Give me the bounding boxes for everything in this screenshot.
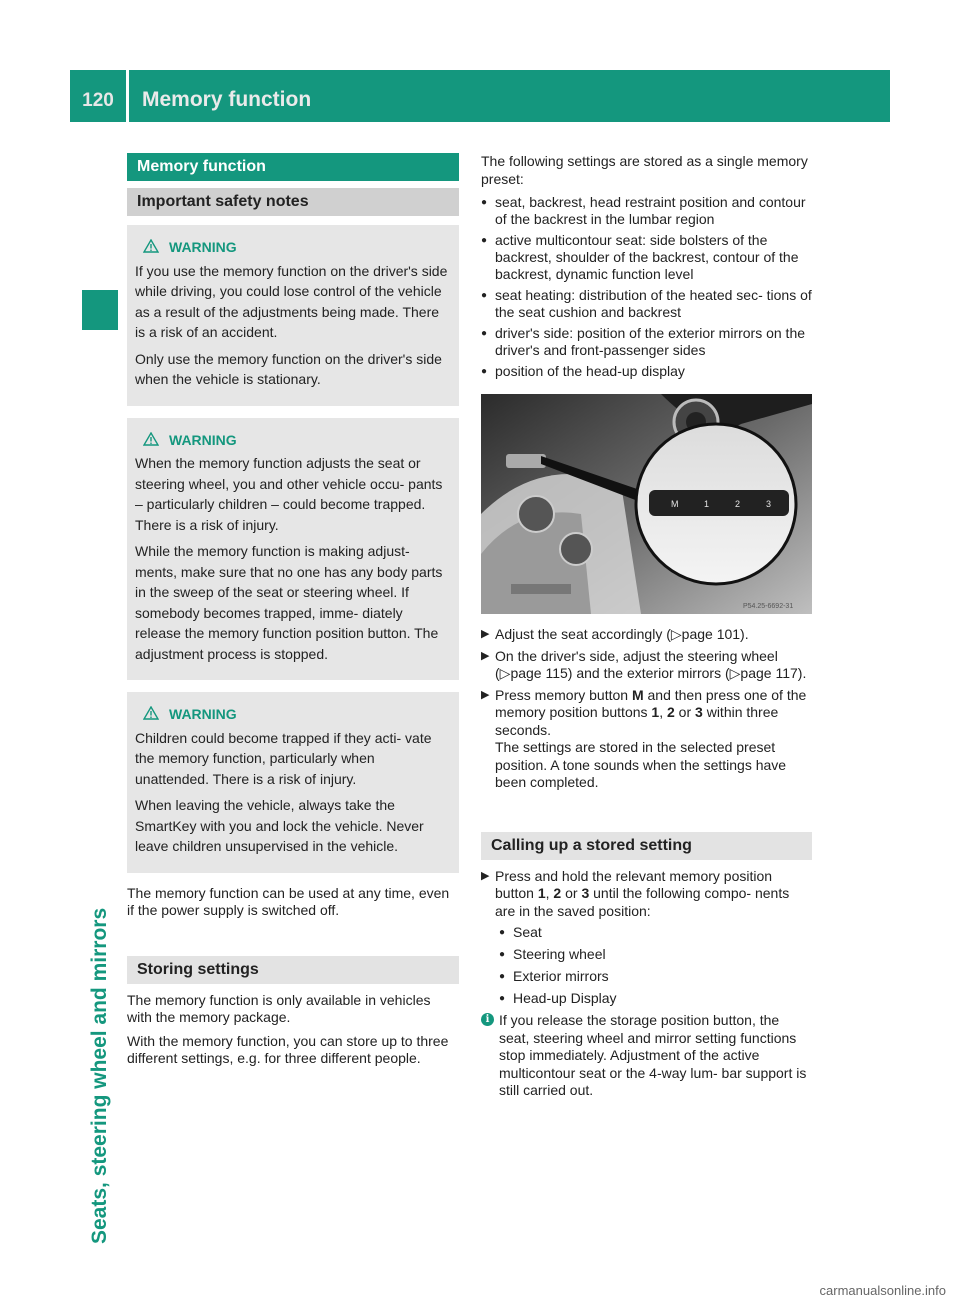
warning-box-3	[127, 692, 459, 873]
list-item: ● driver's side: position of the exterior mirrors on the driver's and front-passenger sides	[481, 325, 812, 359]
step-arrow-icon: ▶	[481, 688, 490, 701]
warning-heading	[143, 430, 451, 451]
warning-label: WARNING	[169, 706, 237, 722]
list-item: ● seat, backrest, head restraint position and contour of the backrest in the lumbar region	[481, 194, 812, 228]
info-text: If you release the storage position button, the seat, steering wheel and mirror setting functions stop immediately. Adjustment of the active multicontour seat or the 4-way lum- bar support is still carried out.	[499, 1012, 807, 1098]
memory-button-2: 2	[735, 499, 741, 509]
storing-settings-title: Storing settings	[127, 956, 459, 984]
page-header	[70, 70, 890, 122]
list-item: ● seat heating: distribution of the heated sec- tions of the seat cushion and backrest	[481, 287, 812, 321]
warning-triangle-icon	[143, 239, 159, 253]
ref-symbol-icon: ▷	[729, 665, 741, 681]
memory-button-m: M	[671, 499, 679, 509]
ref-symbol-icon: ▷	[670, 626, 682, 642]
page-number: 120	[82, 90, 114, 111]
warning-box-1	[127, 225, 459, 406]
subsection-title: Important safety notes	[127, 188, 459, 216]
warning-text: Only use the memory function on the driver's side when the vehicle is stationary.	[135, 350, 442, 387]
warning-label: WARNING	[169, 239, 237, 255]
ref-symbol-icon: ▷	[499, 665, 511, 681]
door-panel-illustration	[481, 394, 812, 614]
chapter-sidebar	[68, 290, 124, 1250]
warning-heading	[143, 237, 451, 258]
step-2: ▶ On the driver's side, adjust the steering wheel (▷page 115) and the exterior mirrors (▷page 117).	[481, 647, 807, 681]
list-item: ● active multicontour seat: side bolsters of the backrest, shoulder of the backrest, contour of the backrest, dynamic function level	[481, 232, 812, 283]
step-arrow-icon: ▶	[481, 628, 490, 640]
memory-button-1: 1	[704, 499, 710, 509]
step-1: ▶ Adjust the seat accordingly (▷page 101).	[481, 626, 749, 642]
right-column	[481, 153, 812, 1100]
calling-step: ▶ Press and hold the relevant memory position button 1, 2 or 3 until the following compo- nents are in the saved position:	[481, 867, 790, 919]
section-title: Memory function	[127, 153, 459, 181]
info-icon: i	[481, 1013, 494, 1026]
left-column	[127, 153, 459, 1068]
header-divider	[126, 70, 129, 122]
list-item: ● Head-up Display	[499, 990, 812, 1007]
warning-text: While the memory function is making adjust- ments, make sure that no one has any body parts in the sweep of the seat or steering wheel. If somebody becomes trapped, imme- diately release the memory function position button. The adjustment process is stopped.	[135, 543, 443, 662]
body-text: With the memory function, you can store up to three different settings, e.g. for three different people.	[127, 1032, 449, 1066]
stored-settings-list	[481, 194, 812, 380]
list-item: ● Steering wheel	[499, 946, 812, 963]
chapter-label: Seats, steering wheel and mirrors	[88, 907, 111, 1244]
warning-text: When the memory function adjusts the seat or steering wheel, you and other vehicle occu- pants – particularly children – could become trapped. There is a risk of injury.	[135, 455, 443, 533]
watermark: carmanualsonline.info	[819, 1283, 946, 1298]
warning-text: If you use the memory function on the driver's side while driving, you could lose control of the vehicle as a result of the adjustments being made. There is a risk of an accident.	[135, 262, 448, 340]
list-item: ● Seat	[499, 924, 812, 941]
info-note	[481, 1012, 812, 1100]
step-arrow-icon: ▶	[481, 649, 490, 662]
step-arrow-icon: ▶	[481, 869, 490, 882]
warning-label: WARNING	[169, 431, 237, 448]
memory-buttons-photo	[481, 394, 812, 614]
warning-triangle-icon	[143, 706, 159, 720]
body-text: The memory function can be used at any time, even if the power supply is switched off.	[127, 884, 450, 918]
warning-heading	[143, 704, 451, 725]
components-list	[499, 924, 812, 1007]
step-3: ▶ Press memory button M and then press one of the memory position buttons 1, 2 or 3 within three seconds. The settings are stored in the selected preset position. A tone sounds when the settings have been completed.	[481, 686, 807, 790]
image-code: P54.25-6692-31	[743, 603, 794, 610]
warning-triangle-icon	[143, 432, 159, 446]
step-result: The settings are stored in the selected preset position. A tone sounds when the settings have been completed.	[495, 739, 787, 790]
memory-button-3: 3	[766, 499, 772, 509]
calling-up-title: Calling up a stored setting	[481, 832, 812, 860]
page-title: Memory function	[142, 88, 312, 111]
body-text: The memory function is only available in vehicles with the memory package.	[127, 991, 431, 1025]
warning-text: Children could become trapped if they acti- vate the memory function, particularly when unattended. There is a risk of injury.	[135, 729, 432, 787]
list-item: ● position of the head-up display	[481, 363, 812, 380]
list-item: ● Exterior mirrors	[499, 968, 812, 985]
warning-box-2	[127, 418, 459, 681]
warning-text: When leaving the vehicle, always take the SmartKey with you and lock the vehicle. Never leave children unsupervised in the vehicle.	[135, 797, 424, 854]
intro-text: The following settings are stored as a single memory preset:	[481, 153, 808, 187]
